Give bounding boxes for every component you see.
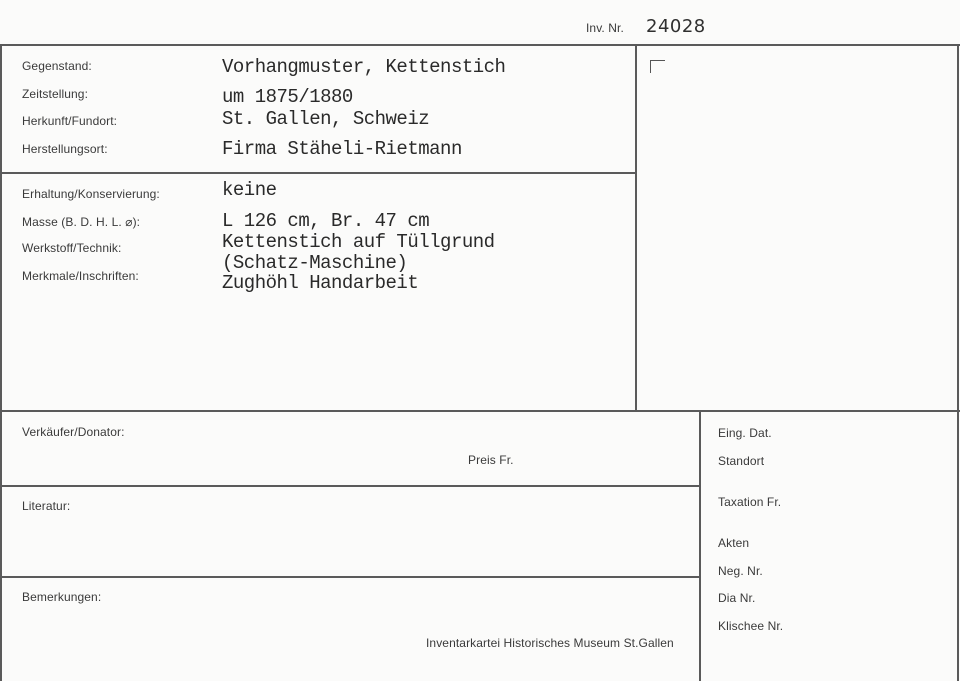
herstellungsort-value: Firma Stäheli-Rietmann (222, 138, 462, 160)
klischee-nr-label: Klischee Nr. (718, 619, 784, 633)
standort-label: Standort (718, 454, 765, 468)
literature-rule (0, 485, 700, 487)
werkstoff-label: Werkstoff/Technik: (22, 241, 122, 255)
gegenstand-value: Vorhangmuster, Kettenstich (222, 56, 506, 78)
gegenstand-label: Gegenstand: (22, 59, 92, 73)
masse-value: L 126 cm, Br. 47 cm (222, 210, 430, 232)
erhaltung-label: Erhaltung/Konservierung: (22, 187, 160, 201)
masse-label: Masse (B. D. H. L. ⌀): (22, 215, 141, 229)
erhaltung-value: keine (222, 179, 277, 201)
merkmale-label: Merkmale/Inschriften: (22, 269, 139, 283)
taxation-label: Taxation Fr. (718, 495, 782, 509)
lower-divider (699, 410, 701, 681)
bemerkungen-label: Bemerkungen: (22, 590, 102, 604)
object-section-rule (0, 172, 636, 174)
neg-nr-label: Neg. Nr. (718, 564, 763, 578)
inv-nr-value: 24028 (646, 16, 706, 37)
merkmale-value: Zughöhl Handarbeit (222, 272, 419, 294)
zeitstellung-label: Zeitstellung: (22, 87, 88, 101)
photo-corner-mark (650, 60, 665, 73)
zeitstellung-value: um 1875/1880 (222, 86, 353, 108)
akten-label: Akten (718, 536, 750, 550)
preis-label: Preis Fr. (468, 453, 514, 467)
top-rule (0, 44, 960, 46)
inv-nr-label: Inv. Nr. (586, 21, 624, 35)
upper-divider (635, 44, 637, 412)
herkunft-value: St. Gallen, Schweiz (222, 108, 430, 130)
verkaeufer-label: Verkäufer/Donator: (22, 425, 125, 439)
werkstoff-value-line-2: (Schatz-Maschine) (222, 252, 408, 274)
herkunft-label: Herkunft/Fundort: (22, 114, 118, 128)
remarks-rule (0, 576, 700, 578)
dia-nr-label: Dia Nr. (718, 591, 756, 605)
herstellungsort-label: Herstellungsort: (22, 142, 108, 156)
literatur-label: Literatur: (22, 499, 71, 513)
left-edge (0, 44, 2, 681)
middle-rule (0, 410, 960, 412)
right-edge (957, 44, 959, 681)
eing-dat-label: Eing. Dat. (718, 426, 772, 440)
werkstoff-value-line-1: Kettenstich auf Tüllgrund (222, 231, 495, 253)
card-footer: Inventarkartei Historisches Museum St.Gallen (426, 636, 674, 650)
